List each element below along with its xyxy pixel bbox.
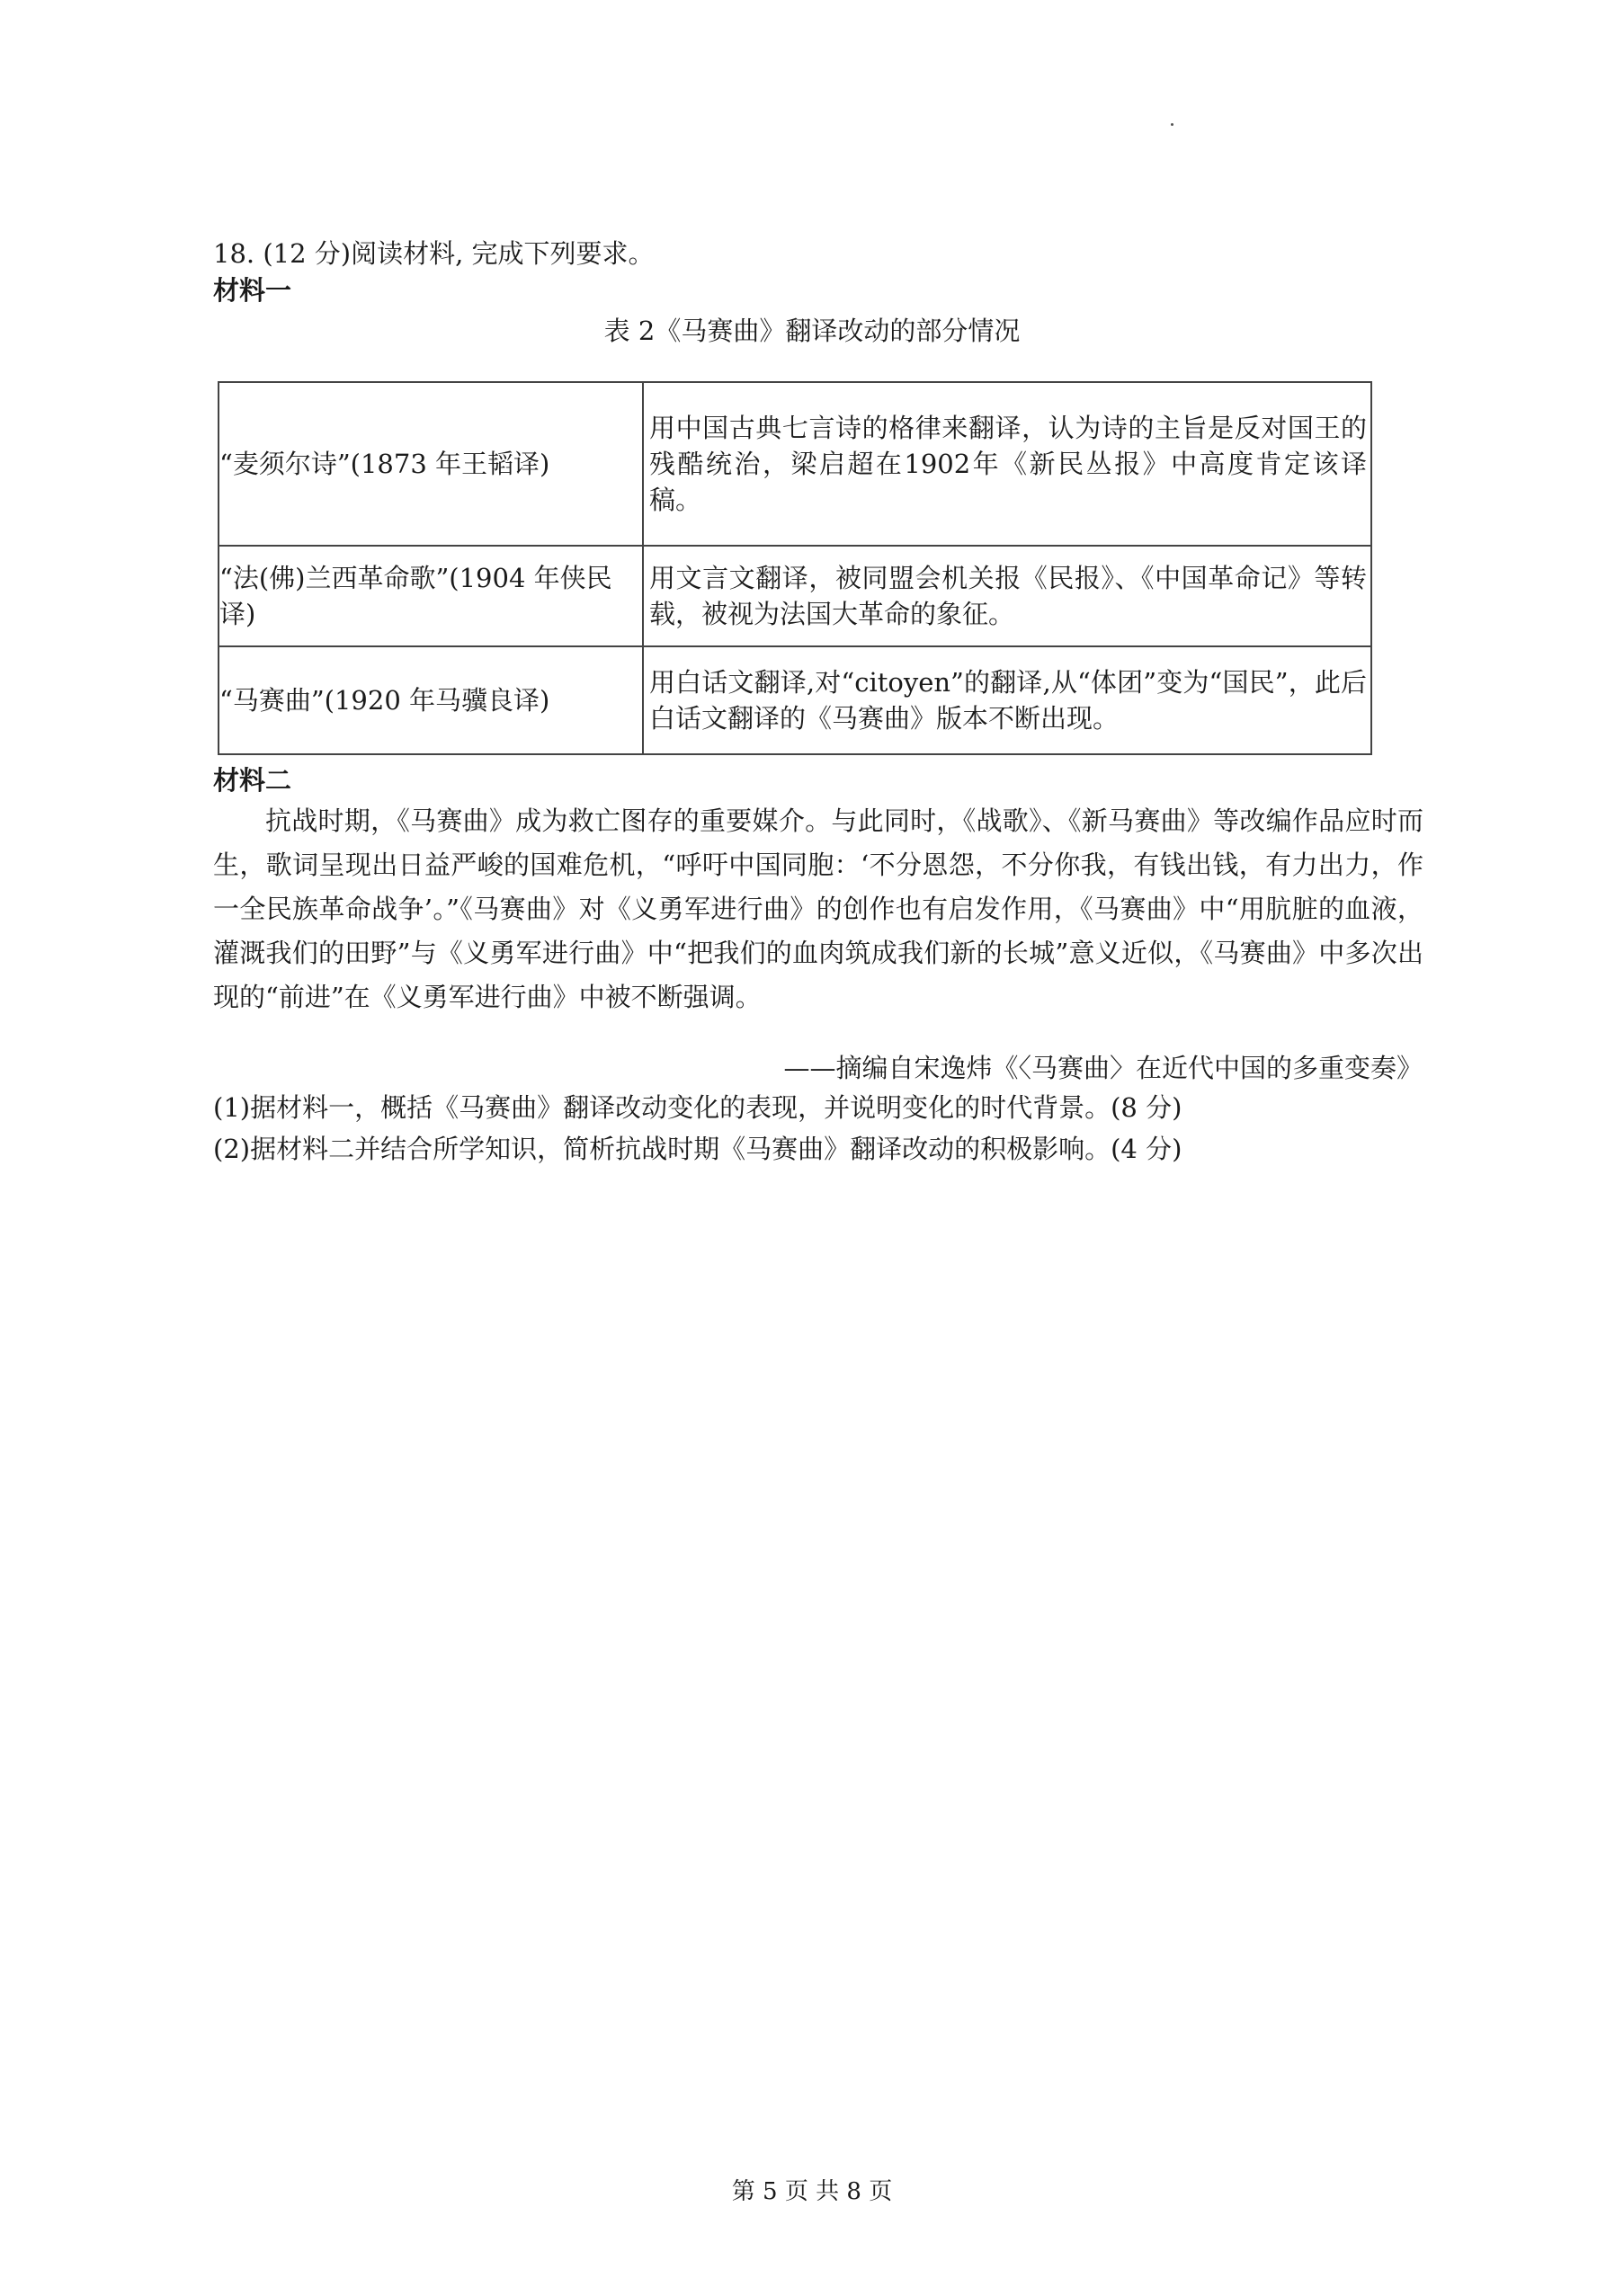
page-footer: 第 5 页 共 8 页 (731, 2178, 893, 2205)
table-row (219, 382, 1371, 546)
table-cell-version: “马赛曲”(1920 年马骥良译) (219, 646, 643, 754)
table-row (219, 546, 1371, 646)
table-cell-description: 用中国古典七言诗的格律来翻译，认为诗的主旨是反对国王的残酷统治，梁启超在1902年《新民丛报》中高度肯定该译稿。 (643, 382, 1371, 546)
table-caption: 表 2《马赛曲》翻译改动的部分情况 (603, 316, 1021, 346)
table-cell-version: “麦须尔诗”(1873 年王韬译) (219, 382, 643, 546)
material2-source: ——摘编自宋逸炜《〈马赛曲〉在近代中国的多重变奏》 (783, 1053, 1423, 1083)
question-header: 18. (12 分)阅读材料, 完成下列要求。 (213, 238, 655, 269)
translation-table (218, 381, 1372, 755)
table-cell-version: “法(佛)兰西革命歌”(1904 年侠民译) (219, 546, 643, 646)
material1-label: 材料一 (213, 275, 292, 306)
table-cell-description: 用文言文翻译，被同盟会机关报《民报》、《中国革命记》等转载，被视为法国大革命的象征。 (643, 546, 1371, 646)
material2-label: 材料二 (213, 765, 292, 796)
table-cell-description: 用白话文翻译,对“citoyen”的翻译,从“体团”变为“国民”，此后白话文翻译的《马赛曲》版本不断出现。 (643, 646, 1371, 754)
sub-question-1: (1)据材料一，概括《马赛曲》翻译改动变化的表现，并说明变化的时代背景。(8 分) (213, 1092, 1182, 1123)
scan-speck (1171, 123, 1173, 126)
material2-body: 抗战时期，《马赛曲》成为救亡图存的重要媒介。与此同时，《战歌》、《新马赛曲》等改编作品应时而生，歌词呈现出日益严峻的国难危机，“呼吁中国同胞：‘不分恩怨，不分你我，有钱出钱，有力出力，作一全民族革命战争’。”《马赛曲》对《义勇军进行曲》的创作也有启发作用，《马赛曲》中“用肮脏的血液，灌溉我们的田野”与《义勇军进行曲》中“把我们的血肉筑成我们新的长城”意义近似，《马赛曲》中多次出现的“前进”在《义勇军进行曲》中被不断强调。 (213, 805, 1423, 1012)
table-row (219, 646, 1371, 754)
sub-question-2: (2)据材料二并结合所学知识，简析抗战时期《马赛曲》翻译改动的积极影响。(4 分) (213, 1134, 1182, 1164)
